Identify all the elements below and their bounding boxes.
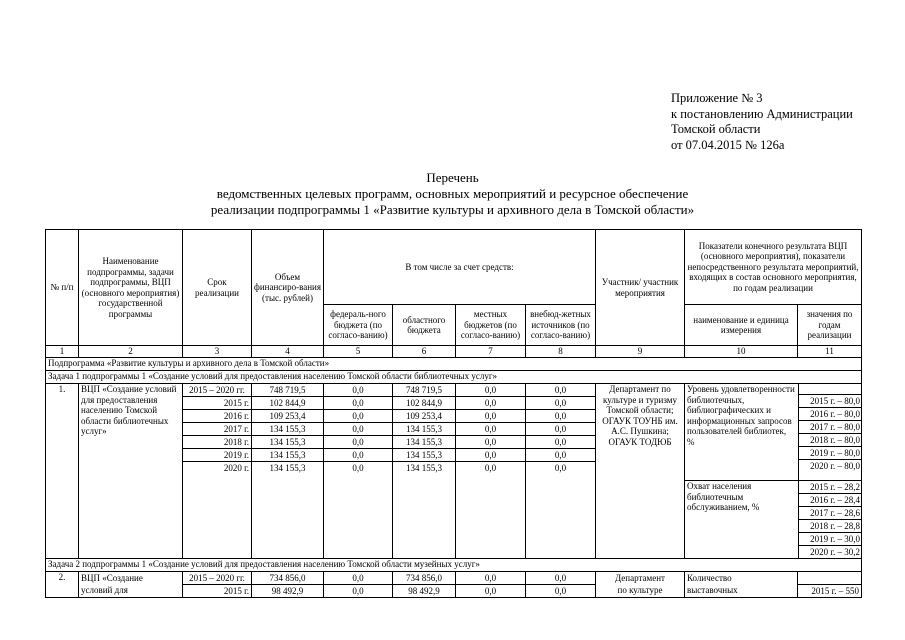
indicator-value: 2020 г. – 80,0 <box>810 461 860 471</box>
federal-cell <box>324 384 393 559</box>
volume: 748 719,5 <box>252 384 323 397</box>
regional: 134 155,3 <box>393 423 455 436</box>
extra: 0,0 <box>526 423 595 436</box>
participant-line: по культуре <box>617 585 663 595</box>
appendix-line: от 07.04.2015 № 126а <box>671 137 785 152</box>
term-cell <box>183 384 252 559</box>
program-name: ВЦП «Создание условий для предоставления населению Томской области библиотечных услуг» <box>79 384 183 559</box>
term: 2019 г. <box>183 449 251 462</box>
col-number: 4 <box>252 346 324 358</box>
federal: 0,0 <box>324 423 392 436</box>
header-row <box>46 230 862 305</box>
term-cell <box>183 572 252 598</box>
col-number: 1 <box>46 346 79 358</box>
indicator-name: Охват населения библиотечным обслуживанием, % <box>685 481 798 559</box>
local: 0,0 <box>456 436 525 449</box>
regional: 748 719,5 <box>393 384 455 397</box>
indicator-value: 2017 г. – 80,0 <box>799 421 862 434</box>
col-number: 3 <box>183 346 252 358</box>
col-number: 2 <box>79 346 183 358</box>
title-line: ведомственных целевых программ, основных мероприятий и ресурсное обеспечение <box>216 186 689 201</box>
local: 0,0 <box>456 397 525 410</box>
extra: 0,0 <box>526 384 595 397</box>
term: 2015 г. <box>183 397 251 410</box>
programs-table <box>45 229 862 598</box>
indicator-values <box>798 481 862 559</box>
col-number: 9 <box>596 346 685 358</box>
appendix-line: Томской области <box>671 122 761 136</box>
header-name: Наименование подпрограммы, задачи подпрограммы, ВЦП (основного мероприятия) государственной программы <box>79 230 183 346</box>
federal: 0,0 <box>324 572 392 585</box>
extra: 0,0 <box>526 572 595 585</box>
task2-title: Задача 2 подпрограммы 1 «Создание условий для предоставления населению Томской области музейных услуг» <box>46 559 862 572</box>
federal: 0,0 <box>352 463 364 473</box>
indicator-value: 2017 г. – 28,6 <box>799 507 862 520</box>
col-number: 11 <box>798 346 862 358</box>
title-line: реализации подпрограммы 1 «Развитие культуры и архивного дела в Томской области» <box>210 202 695 217</box>
regional: 734 856,0 <box>393 572 455 585</box>
indicator-value: 2020 г. – 30,2 <box>810 547 860 557</box>
term: 2015 г. <box>223 586 249 596</box>
header-incl: В том числе за счет средств: <box>324 230 596 305</box>
task1-title: Задача 1 подпрограммы 1 «Создание условий для предоставления населению Томской области библиотечных услуг» <box>46 371 862 384</box>
local: 0,0 <box>484 586 497 596</box>
extra: 0,0 <box>526 449 595 462</box>
indicator-value: 2018 г. – 80,0 <box>799 434 862 447</box>
federal: 0,0 <box>324 384 392 397</box>
extra-cell <box>526 572 596 598</box>
participant-line: Департамент <box>615 573 665 583</box>
title-line: Перечень <box>426 170 479 185</box>
term: 2016 г. <box>183 410 251 423</box>
extra: 0,0 <box>554 463 567 473</box>
program-row <box>46 384 862 559</box>
regional: 102 844,9 <box>393 397 455 410</box>
indicator-values <box>798 384 862 481</box>
indicator-name-line: Количество <box>687 573 732 583</box>
term: 2017 г. <box>183 423 251 436</box>
col-number: 8 <box>526 346 596 358</box>
federal: 0,0 <box>324 449 392 462</box>
header-local: местных бюджетов (по согласо-ванию) <box>456 305 526 346</box>
federal: 0,0 <box>324 397 392 410</box>
column-numbers-row <box>46 346 862 358</box>
local: 0,0 <box>484 463 497 473</box>
volume: 134 155,3 <box>252 436 323 449</box>
volume: 98 492,9 <box>271 586 304 596</box>
header-federal: федераль-ного бюджета (по согласо-ванию) <box>324 305 393 346</box>
task-row <box>46 559 862 572</box>
indicator-row <box>685 384 862 481</box>
term: 2015 – 2020 гг. <box>183 572 251 585</box>
regional: 109 253,4 <box>393 410 455 423</box>
local-cell <box>456 384 526 559</box>
regional: 134 155,3 <box>393 449 455 462</box>
volume: 102 844,9 <box>252 397 323 410</box>
document-title <box>0 170 905 218</box>
indicator-value: 2019 г. – 80,0 <box>799 447 862 460</box>
program-name <box>79 572 183 598</box>
term: 2020 г. <box>223 463 249 473</box>
local: 0,0 <box>456 449 525 462</box>
extra: 0,0 <box>526 436 595 449</box>
header-num: № п/п <box>46 230 79 346</box>
indicator-value: 2015 г. – 80,0 <box>799 394 862 408</box>
federal-cell <box>324 572 393 598</box>
regional: 134 155,3 <box>393 436 455 449</box>
indicator-row <box>685 481 862 559</box>
header-volume: Объем финансиро-вания (тыс. рублей) <box>252 230 324 346</box>
federal: 0,0 <box>352 586 364 596</box>
federal: 0,0 <box>324 410 392 423</box>
indicators-table <box>685 384 862 558</box>
indicator-name <box>685 572 798 598</box>
program-num: 1. <box>46 384 79 559</box>
indicator-value: 2016 г. – 28,4 <box>799 494 862 507</box>
indicator-value: 2015 г. – 550 <box>798 584 861 597</box>
indicator-name: Уровень удовлетворенности библиотечных, библиографических и информационных запросов пользователей библиотек, % <box>685 384 798 481</box>
indicators-cell <box>685 384 862 559</box>
extra: 0,0 <box>526 410 595 423</box>
col-number: 7 <box>456 346 526 358</box>
local-cell <box>456 572 526 598</box>
col-number: 5 <box>324 346 393 358</box>
volume: 109 253,4 <box>252 410 323 423</box>
appendix-line: к постановлению Администрации <box>671 106 853 121</box>
volume: 134 155,3 <box>252 423 323 436</box>
col-number: 6 <box>393 346 456 358</box>
header-regional: областного бюджета <box>393 305 456 346</box>
term: 2018 г. <box>183 436 251 449</box>
subprogram-title: Подпрограмма «Развитие культуры и архивного дела в Томской области» <box>46 358 862 371</box>
header-term: Срок реализации <box>183 230 252 346</box>
program-row <box>46 572 862 598</box>
indicator-values <box>798 572 862 598</box>
extra: 0,0 <box>554 586 567 596</box>
regional: 134 155,3 <box>406 463 442 473</box>
regional-cell <box>393 384 456 559</box>
regional: 98 492,9 <box>408 586 440 596</box>
volume: 734 856,0 <box>252 572 323 585</box>
volume-cell <box>252 572 324 598</box>
participant: Департамент по культуре и туризму Томской области; ОГАУК ТОУНБ им. А.С. Пушкина; ОГАУК ТОДЮБ <box>596 384 685 559</box>
volume-cell <box>252 384 324 559</box>
program-name-line: ВЦП «Создание <box>81 573 143 583</box>
program-name-line: условий для <box>81 585 128 595</box>
header-ind-value: значения по годам реализации <box>798 305 862 346</box>
regional-cell <box>393 572 456 598</box>
header-extra: внебюд-жетных источников (по согласо-ванию) <box>526 305 596 346</box>
indicator-value: 2016 г. – 80,0 <box>799 408 862 421</box>
local: 0,0 <box>456 410 525 423</box>
indicator-value: 2019 г. – 30,0 <box>799 533 862 546</box>
volume: 134 155,3 <box>269 463 306 473</box>
local: 0,0 <box>456 384 525 397</box>
federal: 0,0 <box>324 436 392 449</box>
program-num: 2. <box>46 572 79 598</box>
participant <box>596 572 685 598</box>
local: 0,0 <box>456 423 525 436</box>
indicator-value: 2018 г. – 28,8 <box>799 520 862 533</box>
header-participant: Участник/ участник мероприятия <box>596 230 685 346</box>
col-number: 10 <box>685 346 798 358</box>
appendix-block <box>671 91 853 153</box>
indicator-name-line: выставочных <box>687 585 738 595</box>
local: 0,0 <box>456 572 525 585</box>
volume: 134 155,3 <box>252 449 323 462</box>
term: 2015 – 2020 гг. <box>183 384 251 397</box>
indicator-value: 2015 г. – 28,2 <box>799 481 862 494</box>
subprogram-row <box>46 358 862 371</box>
header-ind-name: наименование и единица измерения <box>685 305 798 346</box>
header-indicators: Показатели конечного результата ВЦП (основного мероприятия), показатели непосредственного результата мероприятий, входящих в состав основного мероприятия, по годам реализации <box>685 230 862 305</box>
appendix-line: Приложение № 3 <box>671 91 763 105</box>
task-row <box>46 371 862 384</box>
extra-cell <box>526 384 596 559</box>
extra: 0,0 <box>526 397 595 410</box>
